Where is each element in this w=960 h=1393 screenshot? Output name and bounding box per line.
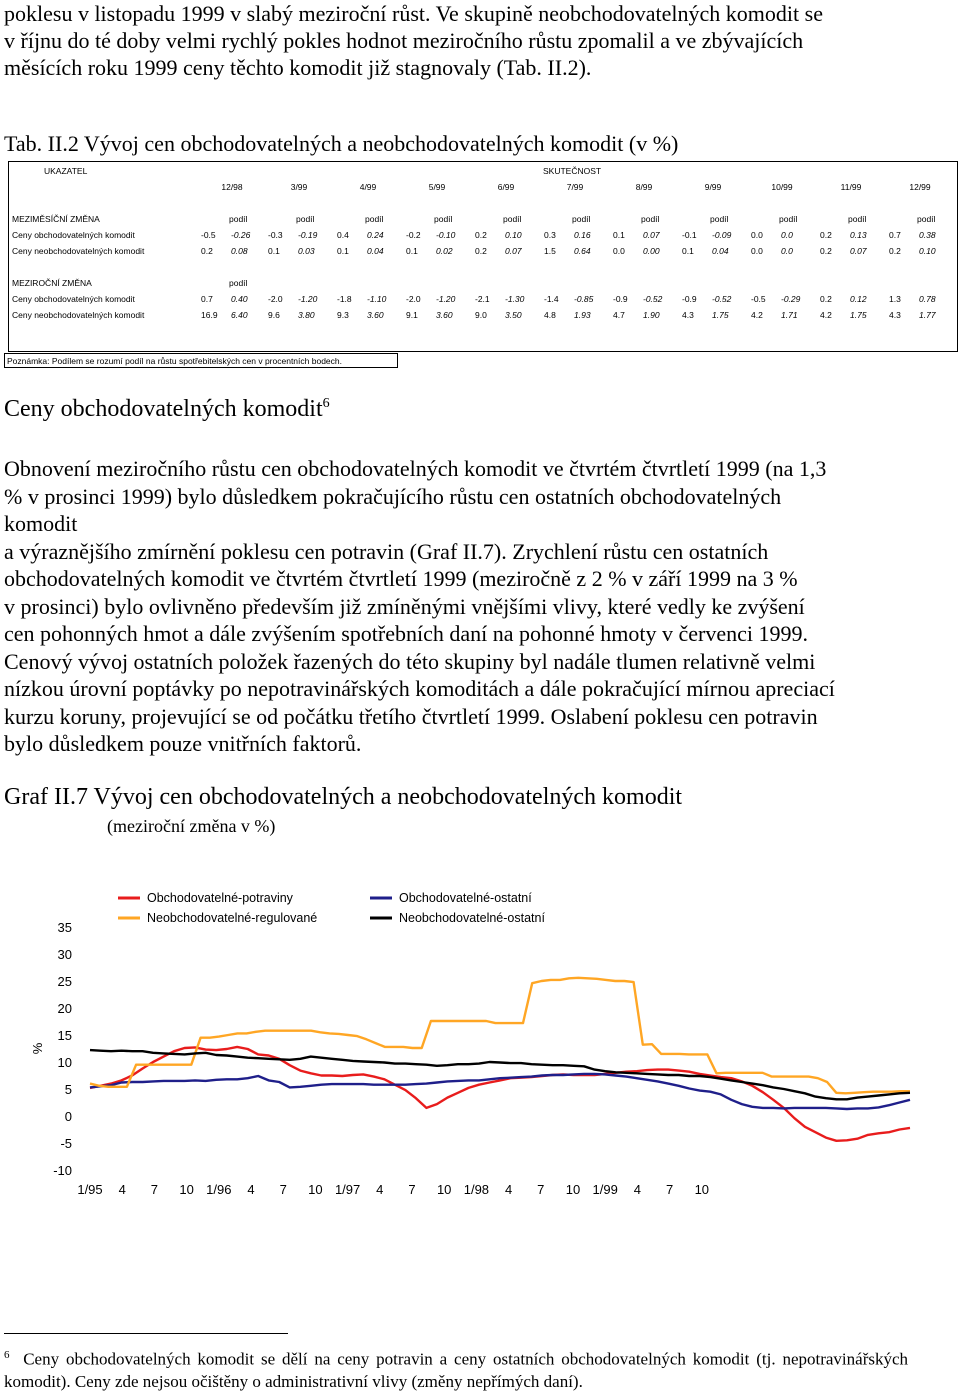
share-header: podíl — [503, 214, 522, 224]
table-value: 0.1 — [337, 246, 349, 256]
table-value: -0.5 — [201, 230, 216, 240]
share-header: podíl — [229, 278, 248, 288]
footnote-ref: 6 — [322, 396, 330, 411]
table-value: 0.7 — [201, 294, 213, 304]
footnote-number: 6 — [4, 1349, 10, 1361]
table-value: 1.3 — [889, 294, 901, 304]
x-tick-label: 10 — [179, 1182, 194, 1197]
x-tick-label: 10 — [308, 1182, 323, 1197]
row-label: Ceny obchodovatelných komodit — [12, 294, 135, 304]
x-tick-label: 10 — [436, 1182, 452, 1197]
table-value: 0.1 — [613, 230, 625, 240]
section-monthly: MEZIMĚSÍČNÍ ZMĚNA — [12, 214, 100, 224]
x-tick-label: 4 — [504, 1182, 513, 1197]
table-value: 9.1 — [406, 310, 418, 320]
x-tick-label: 4 — [376, 1182, 384, 1197]
share-header: podíl — [365, 214, 384, 224]
period-header: 9/99 — [704, 182, 722, 192]
price-table — [8, 161, 958, 352]
table-share: 0.07 — [505, 246, 522, 256]
table-value: -0.1 — [682, 230, 697, 240]
table-share: 3.50 — [505, 310, 522, 320]
period-header: 11/99 — [840, 182, 862, 192]
table-value: -0.3 — [268, 230, 283, 240]
table-share: 0.08 — [231, 246, 248, 256]
table-value: -1.8 — [337, 294, 352, 304]
table-value: 0.7 — [889, 230, 901, 240]
table-value: 0.1 — [682, 246, 694, 256]
body-line: cen pohonných hmot a dále zvýšením spotřebních daní na pohonné hmoty v červenci 1999. — [4, 621, 809, 646]
x-tick-label: 7 — [537, 1182, 545, 1197]
period-header: 5/99 — [428, 182, 446, 192]
table-share: 0.38 — [919, 230, 936, 240]
y-tick-label: 35 — [57, 920, 72, 935]
table-value: 16.9 — [201, 310, 218, 320]
table-value: -2.0 — [268, 294, 283, 304]
table-value: 0.4 — [337, 230, 349, 240]
table-share: -0.29 — [781, 294, 801, 304]
table-share: -0.19 — [298, 230, 318, 240]
table-share: 3.80 — [298, 310, 315, 320]
share-header: podíl — [572, 214, 591, 224]
period-header: 10/99 — [771, 182, 793, 192]
share-header: podíl — [296, 214, 315, 224]
table-value: 0.1 — [268, 246, 280, 256]
section-heading-text: Ceny obchodovatelných komodit — [4, 396, 323, 422]
table-share: 0.10 — [505, 230, 522, 240]
share-header: podíl — [641, 214, 660, 224]
table-share: 3.60 — [436, 310, 453, 320]
table-value: 0.2 — [820, 246, 832, 256]
table-value: 4.2 — [820, 310, 832, 320]
table-share: 3.60 — [367, 310, 384, 320]
y-tick-label: 30 — [57, 947, 72, 962]
legend-label: Neobchodovatelné-ostatní — [399, 911, 545, 925]
y-tick-label: -5 — [60, 1136, 72, 1151]
table-share: -0.52 — [643, 294, 663, 304]
table-value: 0.2 — [201, 246, 213, 256]
row-label: Ceny neobchodovatelných komodit — [12, 246, 145, 256]
body-line: komodit — [4, 511, 78, 536]
table-share: 0.64 — [574, 246, 591, 256]
table-value: -0.9 — [613, 294, 628, 304]
table-share: 0.00 — [643, 246, 660, 256]
table-share: 1.75 — [850, 310, 867, 320]
table-value: 4.3 — [682, 310, 694, 320]
table-share: 0.40 — [231, 294, 248, 304]
x-tick-label: 1/99 — [592, 1182, 618, 1197]
table-value: 0.2 — [475, 246, 487, 256]
table-value: -0.2 — [406, 230, 421, 240]
x-tick-label: 10 — [694, 1182, 710, 1197]
chart-title: Graf II.7 Vývoj cen obchodovatelných a neobchodovatelných komodit — [4, 784, 683, 810]
table-value: 9.3 — [337, 310, 349, 320]
table-share: 0.02 — [436, 246, 453, 256]
x-tick-label: 1/97 — [334, 1182, 361, 1197]
row-label: Ceny obchodovatelných komodit — [12, 230, 135, 240]
table-value: -1.4 — [544, 294, 559, 304]
table-value: 0.0 — [613, 246, 625, 256]
line-chart — [0, 880, 960, 1210]
table-share: 0.78 — [919, 294, 936, 304]
table-share: 1.71 — [781, 310, 798, 320]
y-tick-label: 15 — [57, 1028, 72, 1043]
table-value: -0.5 — [751, 294, 766, 304]
table-title: Tab. II.2 Vývoj cen obchodovatelných a neobchodovatelných komodit (v %) — [4, 131, 679, 156]
table-value: 0.3 — [544, 230, 556, 240]
x-tick-label: 4 — [118, 1182, 126, 1197]
header-indicator: UKAZATEL — [44, 166, 88, 176]
table-share: -1.30 — [505, 294, 525, 304]
y-tick-label: 25 — [57, 974, 72, 989]
table-value: -0.9 — [682, 294, 697, 304]
intro-paragraph — [4, 0, 908, 81]
table-share: 1.75 — [712, 310, 729, 320]
period-header: 4/99 — [359, 182, 377, 192]
table-share: 0.16 — [574, 230, 591, 240]
x-tick-label: 7 — [665, 1182, 674, 1197]
table-value: 9.0 — [475, 310, 487, 320]
x-tick-label: 7 — [408, 1182, 416, 1197]
x-tick-label: 1/98 — [463, 1182, 490, 1197]
table-share: 6.40 — [231, 310, 248, 320]
y-tick-label: 10 — [57, 1055, 72, 1070]
table-value: 9.6 — [268, 310, 280, 320]
x-tick-label: 7 — [150, 1182, 159, 1197]
table-share: -0.85 — [574, 294, 594, 304]
table-share: -1.20 — [436, 294, 456, 304]
body-line: bylo důsledkem pouze vnitřních faktorů. — [4, 731, 362, 756]
x-tick-label: 7 — [279, 1182, 287, 1197]
share-header: podíl — [917, 214, 936, 224]
footnote-text: Ceny obchodovatelných komodit se dělí na ceny potravin a ceny ostatních obchodovatelných komodit (tj. nepotravinářských komodit). Ceny zde nejsou očištěny o administrativní vlivy (změny nepřímých daní). — [4, 1349, 909, 1391]
table-value: 0.1 — [406, 246, 418, 256]
section-yearly: MEZIROČNÍ ZMĚNA — [12, 278, 92, 288]
table-share: 0.0 — [781, 230, 793, 240]
table-value: 4.2 — [751, 310, 763, 320]
body-line: obchodovatelných komodit ve čtvrtém čtvrtletí 1999 (meziročně z 2 % v září 1999 na 3 % — [4, 566, 798, 591]
table-value: 0.2 — [820, 294, 832, 304]
period-header: 7/99 — [566, 182, 584, 192]
series-line — [90, 1047, 910, 1141]
body-line: nízkou úrovní poptávky po nepotravinářských komoditách a dále pokračující mírnou apreciací — [4, 676, 835, 701]
table-value: 0.2 — [889, 246, 901, 256]
footnote-rule — [4, 1333, 288, 1334]
intro-line: v říjnu do té doby velmi rychlý pokles hodnot meziročního růstu zpomalil a ve zbývajících — [4, 28, 804, 53]
table-share: 0.07 — [643, 230, 660, 240]
series-line — [90, 1074, 910, 1109]
table-value: 4.8 — [544, 310, 556, 320]
share-header: podíl — [848, 214, 867, 224]
share-header: podíl — [229, 214, 248, 224]
body-line: kurzu koruny, projevující se od počátku třetího čtvrtletí 1999. Oslabení poklesu cen potravin — [4, 703, 818, 729]
table-share: 0.03 — [298, 246, 315, 256]
table-value: 0.2 — [475, 230, 487, 240]
table-share: 0.0 — [781, 246, 793, 256]
table-value: -2.0 — [406, 294, 421, 304]
table-share: 0.04 — [712, 246, 729, 256]
intro-line: měsících roku 1999 ceny těchto komodit již stagnovaly (Tab. II.2). — [4, 55, 592, 80]
table-value: 0.0 — [751, 230, 763, 240]
table-share: 0.24 — [367, 230, 384, 240]
series-line — [90, 978, 910, 1094]
table-share: -0.09 — [712, 230, 732, 240]
section-heading — [4, 396, 330, 423]
table-share: -0.10 — [436, 230, 456, 240]
table-value: 0.2 — [820, 230, 832, 240]
share-header: podíl — [779, 214, 798, 224]
table-share: 1.90 — [643, 310, 660, 320]
row-label: Ceny neobchodovatelných komodit — [12, 310, 145, 320]
legend-label: Obchodovatelné-potraviny — [147, 891, 293, 905]
period-header: 12/98 — [221, 182, 243, 192]
share-header: podíl — [710, 214, 729, 224]
footnote — [4, 1344, 908, 1393]
chart-subtitle: (meziroční změna v %) — [107, 816, 276, 836]
x-tick-label: 1/96 — [206, 1182, 232, 1197]
table-value: 4.7 — [613, 310, 625, 320]
y-axis-label: % — [30, 1042, 45, 1055]
table-share: 0.10 — [919, 246, 936, 256]
table-share: 0.07 — [850, 246, 867, 256]
body-line: % v prosinci 1999) bylo důsledkem pokračujícího růstu cen ostatních obchodovatelných — [4, 483, 782, 509]
period-header: 12/99 — [909, 182, 931, 192]
y-tick-label: 5 — [64, 1082, 72, 1097]
table-share: -1.20 — [298, 294, 318, 304]
x-tick-label: 4 — [633, 1182, 642, 1197]
table-share: 1.93 — [574, 310, 591, 320]
table-value: 4.3 — [889, 310, 901, 320]
table-value: 0.0 — [751, 246, 763, 256]
x-tick-label: 10 — [565, 1182, 581, 1197]
y-tick-label: 20 — [57, 1001, 72, 1016]
table-value: -2.1 — [475, 294, 490, 304]
intro-line: poklesu v listopadu 1999 v slabý meziroční růst. Ve skupině neobchodovatelných komodit se — [4, 1, 823, 26]
table-share: 0.12 — [850, 294, 867, 304]
table-share: -0.52 — [712, 294, 732, 304]
series-line — [90, 1050, 910, 1099]
period-header: 3/99 — [290, 182, 308, 192]
table-share: 0.04 — [367, 246, 384, 256]
x-tick-label: 4 — [247, 1182, 255, 1197]
header-actual: SKUTEČNOST — [543, 166, 602, 176]
body-line: a výraznějšího zmírnění poklesu cen potravin (Graf II.7). Zrychlení růstu cen ostatních — [4, 538, 769, 564]
share-header: podíl — [434, 214, 453, 224]
table-share: -0.26 — [231, 230, 251, 240]
x-tick-label: 1/95 — [77, 1182, 103, 1197]
y-tick-label: 0 — [64, 1109, 72, 1124]
table-share: -1.10 — [367, 294, 387, 304]
table-share: 1.77 — [919, 310, 936, 320]
legend-label: Neobchodovatelné-regulované — [147, 911, 318, 925]
body-text — [4, 455, 908, 758]
body-line: Cenový vývoj ostatních položek řazených do této skupiny byl nadále tlumen relativně velmi — [4, 648, 816, 674]
period-header: 6/99 — [497, 182, 515, 192]
legend-label: Obchodovatelné-ostatní — [399, 891, 532, 905]
y-tick-label: -10 — [53, 1163, 72, 1178]
body-line: v prosinci) bylo ovlivněno především již zmíněnými vnějšími vlivy, které vedly ke zvýšení — [4, 593, 805, 619]
body-line: Obnovení meziročního růstu cen obchodovatelných komodit ve čtvrtém čtvrtletí 1999 (na 1,3 — [4, 456, 827, 481]
period-header: 8/99 — [635, 182, 653, 192]
table-share: 0.13 — [850, 230, 867, 240]
table-value: 1.5 — [544, 246, 556, 256]
table-note: Poznámka: Podílem se rozumí podíl na růstu spotřebitelských cen v procentních bodech. — [4, 353, 398, 368]
